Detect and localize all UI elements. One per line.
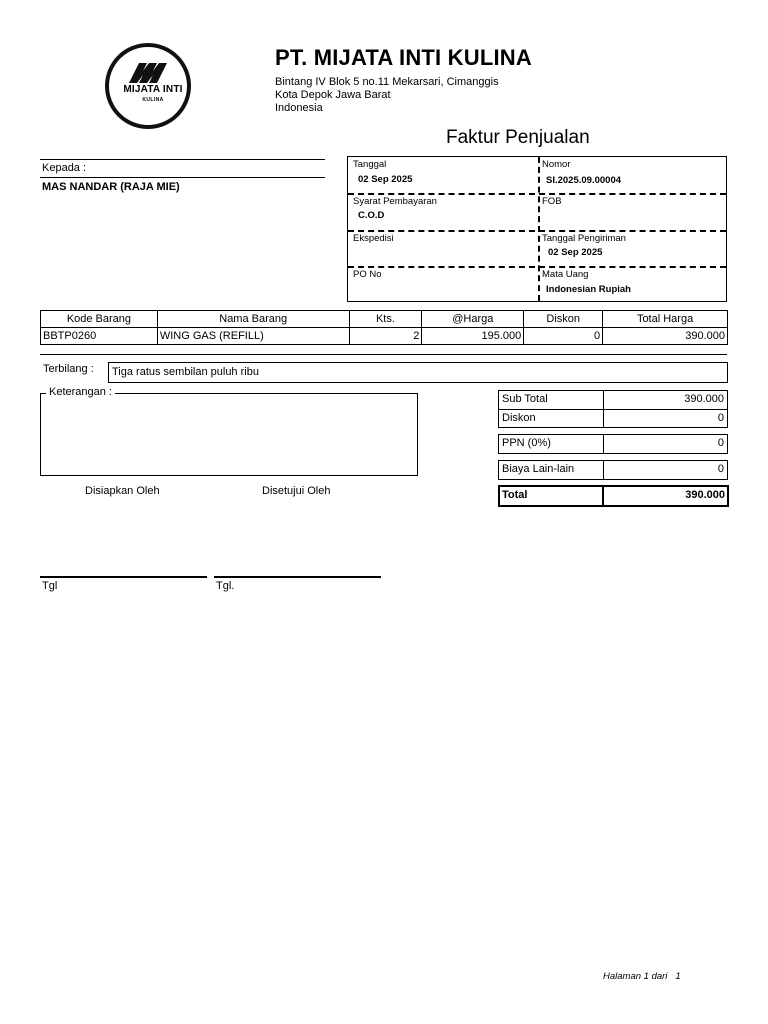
column-header: Diskon (524, 311, 603, 328)
tax-label: PPN (0%) (502, 437, 551, 449)
logo-subtext: KULINA (142, 97, 164, 103)
amount-in-words-label: Terbilang : (43, 363, 94, 375)
grand-total-label: Total (502, 489, 528, 501)
item-total: 390.000 (603, 328, 728, 345)
grand-total-box (498, 485, 729, 507)
divider (40, 177, 325, 178)
customer-name: MAS NANDAR (RAJA MIE) (42, 181, 180, 193)
subtotal-box (498, 390, 728, 428)
divider (40, 159, 325, 160)
subtotal-value: 390.000 (684, 393, 724, 405)
amount-in-words-box (108, 362, 728, 383)
address-line-2: Kota Depok Jawa Barat (275, 89, 391, 101)
expedition-label: Ekspedisi (353, 233, 394, 244)
invoice-info-box (347, 156, 727, 302)
signature-line (40, 576, 207, 578)
item-code: BBTP0260 (41, 328, 158, 345)
po-label: PO No (353, 269, 382, 280)
column-header: Nama Barang (157, 311, 349, 328)
divider (348, 266, 726, 268)
divider (348, 193, 726, 195)
tax-value: 0 (717, 437, 724, 449)
column-header: Kts. (349, 311, 422, 328)
invoice-number: SI.2025.09.00004 (546, 175, 622, 186)
grand-total-value: 390.000 (685, 489, 725, 501)
other-costs-value: 0 (717, 463, 724, 475)
logo-text: MIJATA INTI (123, 84, 183, 95)
fob-label: FOB (542, 196, 562, 207)
prepared-by-label: Disiapkan Oleh (85, 485, 160, 497)
item-price: 195.000 (422, 328, 524, 345)
page-number: Halaman 1 dari 1 (603, 971, 681, 982)
address-line-1: Bintang IV Blok 5 no.11 Mekarsari, Cimanggis (275, 76, 499, 88)
column-header: Kode Barang (41, 311, 158, 328)
shipping-date-label: Tanggal Pengiriman (542, 233, 626, 244)
other-costs-box (498, 460, 728, 480)
items-table (40, 310, 728, 345)
date-sign-label-1: Tgl (42, 580, 58, 592)
document-title: Faktur Penjualan (446, 127, 590, 148)
payment-terms-label: Syarat Pembayaran (353, 196, 437, 207)
subtotal-label: Sub Total (502, 393, 548, 405)
tax-box (498, 434, 728, 454)
column-header: @Harga (422, 311, 524, 328)
divider (348, 230, 726, 232)
discount-value: 0 (717, 412, 724, 424)
notes-box (40, 393, 418, 476)
date-value: 02 Sep 2025 (358, 174, 413, 185)
payment-terms-value: C.O.D (358, 210, 385, 221)
approved-by-label: Disetujui Oleh (262, 485, 331, 497)
date-label: Tanggal (353, 159, 387, 170)
signature-line (214, 576, 381, 578)
shipping-date-value: 02 Sep 2025 (548, 247, 603, 258)
currency-value: Indonesian Rupiah (546, 284, 631, 295)
item-name: WING GAS (REFILL) (157, 328, 349, 345)
notes-label: Keterangan : (46, 386, 115, 398)
number-label: Nomor (542, 159, 571, 170)
customer-label: Kepada : (42, 162, 87, 174)
amount-in-words: Tiga ratus sembilan puluh ribu (112, 366, 259, 378)
other-costs-label: Biaya Lain-lain (502, 463, 575, 475)
divider (538, 157, 540, 301)
date-sign-label-2: Tgl. (216, 580, 235, 592)
item-discount: 0 (524, 328, 603, 345)
discount-label: Diskon (502, 412, 536, 424)
company-name: PT. MIJATA INTI KULINA (275, 45, 532, 70)
table-header-row (41, 311, 728, 328)
column-header: Total Harga (603, 311, 728, 328)
item-quantity: 2 (349, 328, 422, 345)
currency-label: Mata Uang (542, 269, 589, 280)
address-line-3: Indonesia (275, 102, 323, 114)
divider (40, 354, 727, 355)
table-row (41, 328, 728, 345)
